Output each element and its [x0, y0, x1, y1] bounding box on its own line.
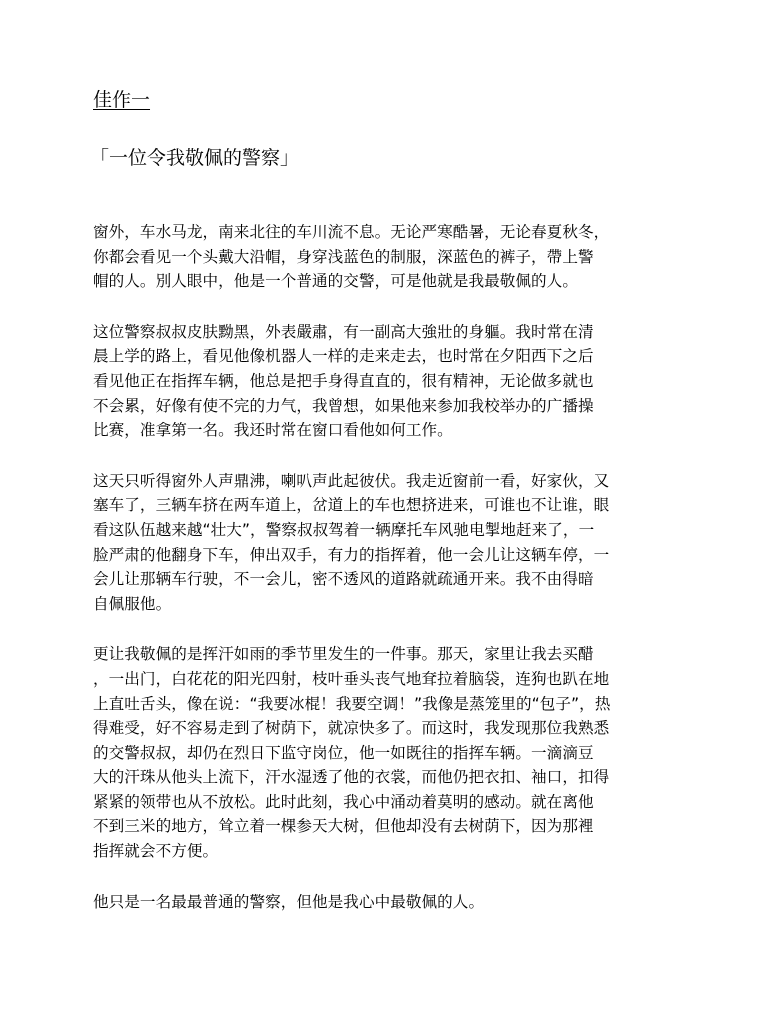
essay-body — [93, 220, 683, 940]
document-page — [90, 88, 683, 911]
text-line: 自佩服他。 — [93, 594, 172, 613]
text-line: 指挥就会不方便。 — [93, 842, 219, 861]
essay-title: 「一位令我敬佩的警察」 — [90, 147, 300, 169]
text-line: 比赛，准拿第一名。我还时常在窗口看他如何工作。 — [93, 421, 453, 440]
text-line: 更让我敬佩的是挥汗如雨的季节里发生的一件事。那天，家里让我去买醋 — [93, 645, 594, 664]
text-line: 不到三米的地方，耸立着一棵参天大树，但他却没有去树荫下，因为那裡 — [93, 817, 594, 836]
paragraph-4 — [93, 642, 683, 863]
text-line: 看这队伍越来越“壮大”，警察叔叔驾着一辆摩托车风驰电掣地赶来了，一 — [93, 520, 595, 539]
text-line: 得难受，好不容易走到了树荫下，就凉快多了。而这时，我发现那位我熟悉 — [93, 719, 610, 738]
text-line: 帽的人。別人眼中，他是一个普通的交警，可是他就是我最敬佩的人。 — [93, 272, 578, 291]
paragraph-5 — [93, 890, 683, 915]
text-line: 塞车了，三辆车挤在两车道上，岔道上的车也想挤进来，可谁也不让谁，眼 — [93, 496, 610, 515]
text-line: 看见他正在指挥车辆，他总是把手身得直直的，很有精神，无论做多就也 — [93, 371, 594, 390]
text-line: 你都会看见一个头戴大沿帽，身穿浅蓝色的制服，深蓝色的裤子，帶上警 — [93, 247, 594, 266]
text-line: 脸严肃的他翻身下车，伸出双手，有力的指挥着，他一会儿让这辆车停，一 — [93, 545, 610, 564]
text-line: 紧紧的领带也从不放松。此时此刻，我心中涌动着莫明的感动。就在离他 — [93, 792, 594, 811]
text-line: 会儿让那辆车行驶，不一会儿，密不透风的道路就疏通开来。我不由得暗 — [93, 570, 594, 589]
paragraph-3 — [93, 469, 683, 617]
text-line: 不会累，好像有使不完的力气，我曾想，如果他来参加我校举办的广播操 — [93, 396, 594, 415]
text-line: 晨上学的路上，看见他像机器人一样的走来走去，也时常在夕阳西下之后 — [93, 347, 594, 366]
paragraph-1 — [93, 220, 683, 294]
text-line: 这天只听得窗外人声鼎沸，喇叭声此起彼伏。我走近窗前一看，好家伙，又 — [93, 471, 610, 490]
text-line: ，一出门，白花花的阳光四射，枝叶垂头丧气地耷拉着脑袋，连狗也趴在地 — [93, 669, 610, 688]
text-line: 上直吐舌头，像在说：“我要冰棍！我要空调！”我像是蒸笼里的“包子”，热 — [93, 694, 611, 713]
text-line: 的交警叔叔，却仍在烈日下监守岗位，他一如既往的指挥车辆。一滴滴豆 — [93, 743, 594, 762]
text-line: 大的汗珠从他头上流下，汗水湿透了他的衣裳，而他仍把衣扣、袖口，扣得 — [93, 768, 610, 787]
essay-heading: 佳作一 — [93, 89, 151, 111]
text-line: 这位警察叔叔皮肤黝黑，外表嚴肅，有一副高大強壯的身軀。我时常在清 — [93, 322, 594, 341]
text-line: 他只是一名最最普通的警察，但他是我心中最敬佩的人。 — [93, 892, 485, 911]
paragraph-2 — [93, 320, 683, 443]
text-line: 窗外，车水马龙，南来北往的车川流不息。无论严寒酷暑，无论春夏秋冬， — [93, 223, 610, 241]
